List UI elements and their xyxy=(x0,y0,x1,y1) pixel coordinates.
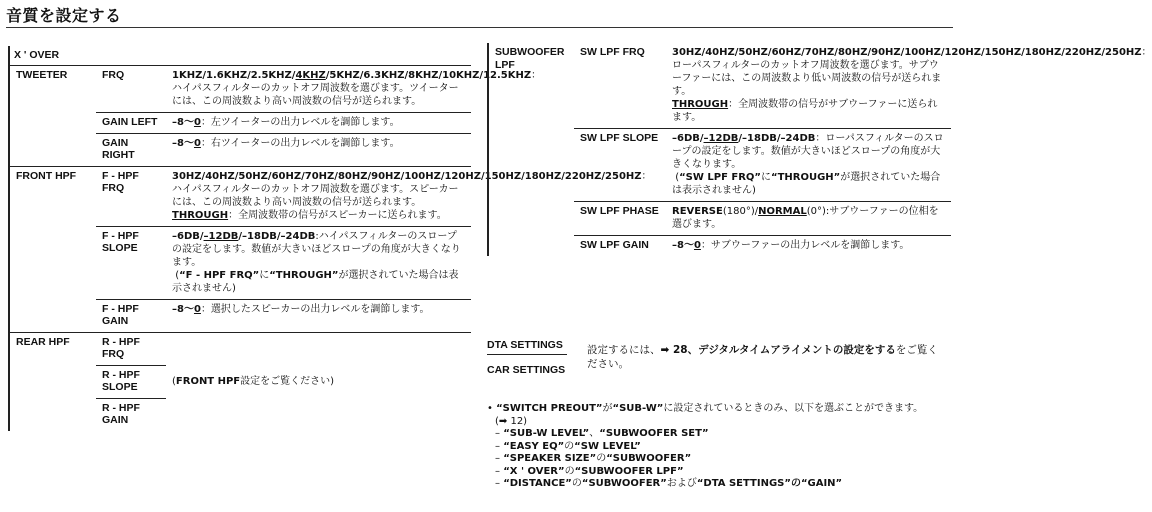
r-hpf-gain-label: R - HPF GAIN xyxy=(102,401,140,426)
subwoofer-notes xyxy=(487,403,955,491)
xover-heading: X ' OVER xyxy=(9,46,471,65)
subwoofer-lpf-label: SUBWOOFER LPF xyxy=(495,46,565,71)
title-divider xyxy=(6,27,953,28)
tweeter-frq-desc: 1KHZ/1.6KHZ/2.5KHZ/4KHZ/5KHZ/6.3KHZ/8KHZ/10KHZ/12.5KHZ：ハイパスフィルターのカットオフ周波数を選びます。ツイーターには、この周波数より高い周波数の信号が送られます。 xyxy=(166,65,471,112)
sw-lpf-gain-desc: –8～0：サブウーファーの出力レベルを調節します。 xyxy=(672,240,910,251)
gain-right-desc: –8～0：右ツイーターの出力レベルを調節します。 xyxy=(166,133,471,166)
front-hpf-label: FRONT HPF xyxy=(9,166,96,332)
table-row xyxy=(9,166,471,226)
subwoofer-lpf-table xyxy=(487,43,1152,256)
gain-right-label: GAIN RIGHT xyxy=(96,133,166,166)
list-item: – “SPEAKER SIZE”の“SUBWOOFER” xyxy=(495,453,692,464)
gain-left-desc: –8～0：左ツイーターの出力レベルを調節します。 xyxy=(166,112,471,133)
page-title: 音質を設定する xyxy=(6,6,122,25)
dta-reference-text: 設定するには、➡ 28、デジタルタイムアライメントの設定をするをご覧ください。 xyxy=(587,344,938,370)
tweeter-label: TWEETER xyxy=(9,65,96,166)
list-item: – “DISTANCE”の“SUBWOOFER”および“DTA SETTINGS”の“GAIN” xyxy=(495,478,843,489)
r-hpf-frq-label: R - HPF FRQ xyxy=(96,332,166,365)
f-hpf-frq-desc: 30HZ/40HZ/50HZ/60HZ/70HZ/80HZ/90HZ/100HZ/120HZ/150HZ/180HZ/220HZ/250HZ：ハイパスフィルターのカットオフ周波数を選びます。スピーカーには、この周波数より高い周波数の信号が送られます。 THROUGH：全周波数帯の信号がスピーカーに送られます。 xyxy=(166,166,471,226)
sw-lpf-phase-label: SW LPF PHASE xyxy=(574,202,666,236)
sw-lpf-slope-label: SW LPF SLOPE xyxy=(574,129,666,202)
rear-hpf-note: (FRONT HPF設定をご覧ください) xyxy=(172,375,335,387)
gain-left-label: GAIN LEFT xyxy=(96,112,166,133)
f-hpf-gain-desc: –8～0：選択したスピーカーの出力レベルを調節します。 xyxy=(166,299,471,332)
dta-car-settings-block xyxy=(487,337,951,387)
list-item: – “EASY EQ”の“SW LEVEL” xyxy=(495,440,641,452)
table-row xyxy=(9,332,471,365)
sw-lpf-frq-desc: 30HZ/40HZ/50HZ/60HZ/70HZ/80HZ/90HZ/100HZ/120HZ/150HZ/180HZ/220HZ/250HZ：ローパスフィルターのカットオフ周波数を選びます。サブウーファーには、この周波数より低い周波数の信号が送られます。 THROUGH：全周波数帯の信号がサブウーファーに送られます。 xyxy=(666,43,951,129)
sw-lpf-phase-desc: REVERSE(180°)/NORMAL(0°):サブウーファーの位相を選びます。 xyxy=(666,202,951,236)
table-row xyxy=(9,65,471,112)
dta-settings-label: DTA SETTINGS xyxy=(487,339,567,355)
table-row xyxy=(488,43,951,129)
tweeter-frq-label: FRQ xyxy=(96,65,166,112)
sw-lpf-gain-label: SW LPF GAIN xyxy=(580,239,649,251)
list-item: – “SUB-W LEVEL”、“SUBWOOFER SET” xyxy=(495,428,709,439)
car-settings-label: CAR SETTINGS xyxy=(487,364,566,376)
rear-hpf-label: REAR HPF xyxy=(16,335,70,348)
f-hpf-slope-label: F - HPF SLOPE xyxy=(96,226,166,299)
r-hpf-slope-label: R - HPF SLOPE xyxy=(96,365,166,398)
note-line-2: (➡ 12) xyxy=(495,415,528,427)
sw-lpf-slope-desc: –6DB/–12DB/–18DB/–24DB：ローパスフィルターのスロープの設定をします。数値が大きいほどスロープの角度が大きくなります。 (“SW LPF FRQ”に“THROUGH”が選択されていた場合は表示されません) xyxy=(666,129,951,202)
sw-lpf-frq-label: SW LPF FRQ xyxy=(574,43,666,129)
note-line-1: • “SWITCH PREOUT”が“SUB-W”に設定されているときのみ、以下を選ぶことができます。 xyxy=(487,403,924,414)
list-item: – “X ' OVER”の“SUBWOOFER LPF” xyxy=(495,465,684,477)
f-hpf-gain-label: F - HPF GAIN xyxy=(96,299,166,332)
f-hpf-slope-desc: –6DB/–12DB/–18DB/–24DB:ハイパスフィルターのスロープの設定をします。数値が大きいほどスロープの角度が大きくなります。 (“F - HPF FRQ”に“THROUGH”が選択されていた場合は表示されません) xyxy=(166,226,471,299)
f-hpf-frq-label: F - HPF FRQ xyxy=(96,166,166,226)
